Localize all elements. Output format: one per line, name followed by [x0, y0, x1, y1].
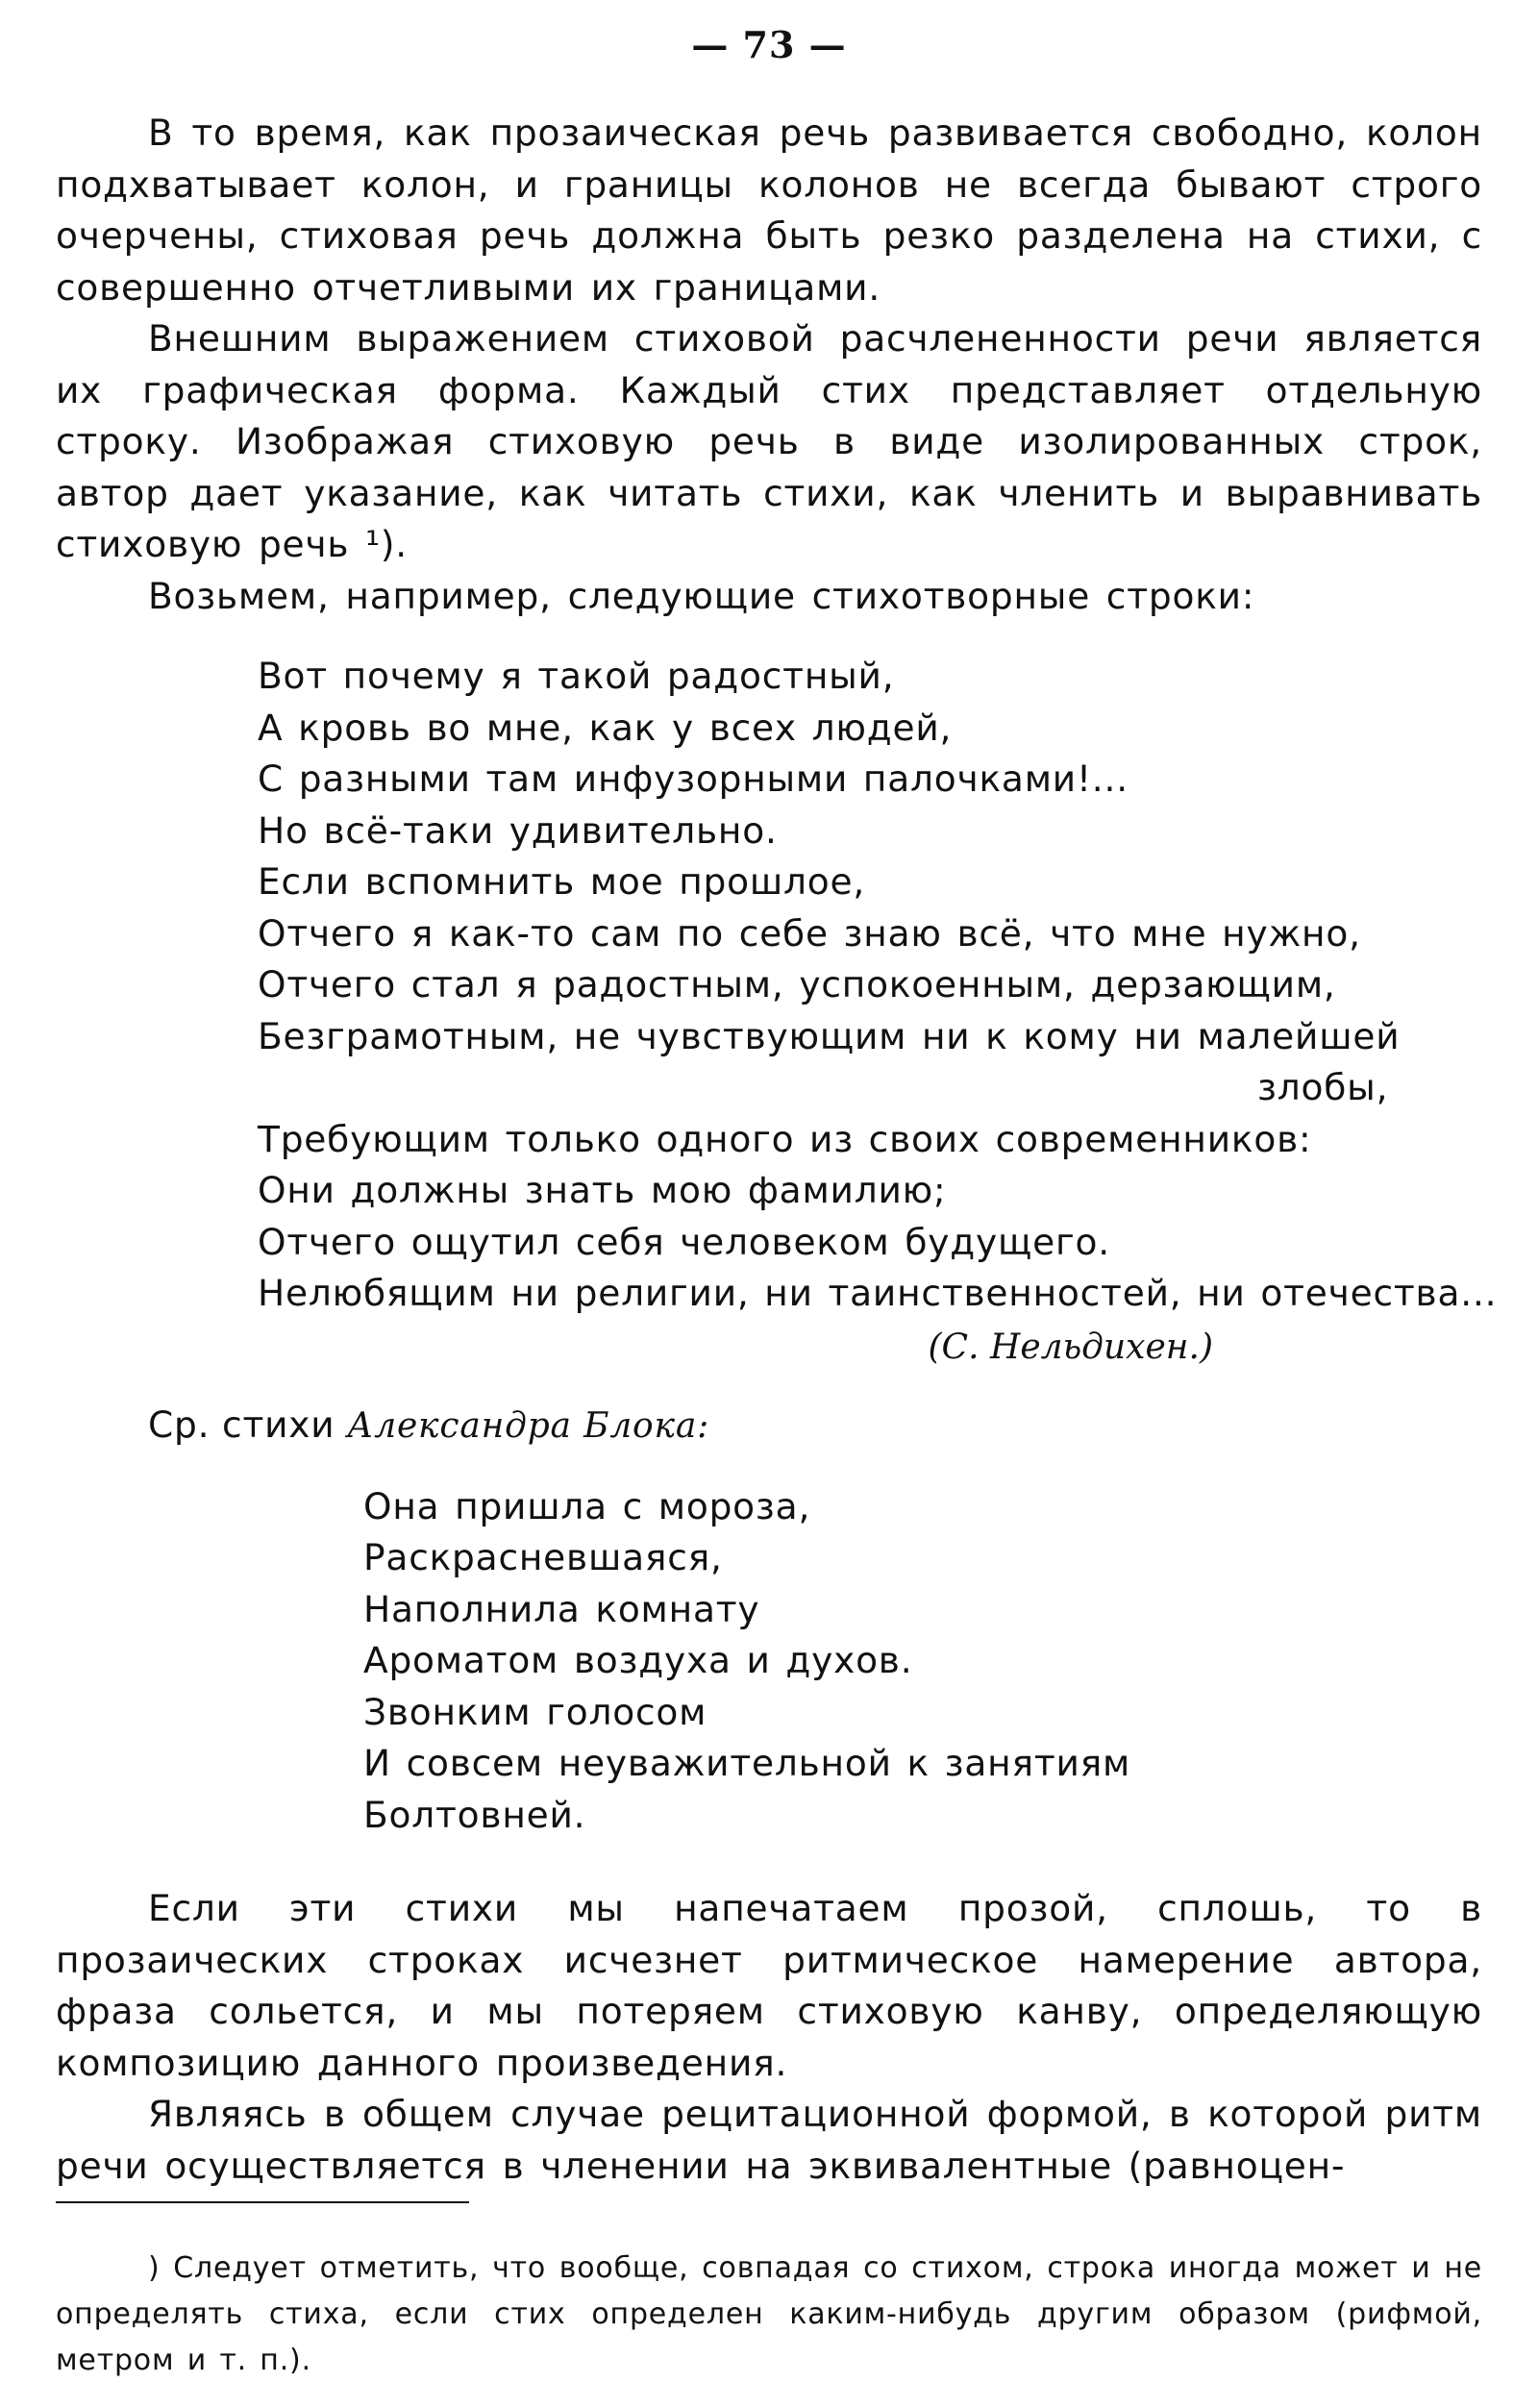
poem-line: Болтовней. [363, 1793, 586, 1836]
poem-line: Требующим только одного из своих современников: [258, 1117, 1312, 1160]
compare-line [56, 1400, 1482, 1452]
poem-line: Отчего стал я радостным, успокоенным, дерзающим, [258, 963, 1336, 1005]
poem-line: Они должны знать мою фамилию; [258, 1169, 947, 1211]
poem-line: Отчего ощутил себя человеком будущего. [258, 1220, 1110, 1263]
poem-line: Нелюбящим ни религии, ни таинственностей, ни отечества... [258, 1272, 1498, 1314]
poem-line-continuation: злобы, [1257, 1066, 1389, 1108]
poem-line: Звонким голосом [363, 1690, 707, 1733]
poem-line: Вот почему я такой радостный, [258, 655, 895, 697]
poem-line: Если вспомнить мое прошлое, [258, 860, 866, 903]
paragraph-1: В то время, как прозаическая речь развивается свободно, колон подхватывает колон, и границы колонов не всегда бывают строго очерчены, стиховая речь должна быть резко разделена на стихи, с совершенно отчетливыми их границами. [56, 112, 1482, 309]
poem-line: С разными там инфузорными палочками!... [258, 757, 1129, 800]
poem-neldikhen [258, 651, 1498, 1320]
paragraph-3: Возьмем, например, следующие стихотворные строки: [148, 574, 1255, 617]
poem-line: Ароматом воздуха и духов. [363, 1639, 913, 1681]
poem-line: И совсем неуважительной к занятиям [363, 1742, 1131, 1784]
compare-prefix: Ср. стихи [148, 1403, 335, 1446]
poem-line: Она пришла с мороза, [363, 1484, 811, 1527]
poem-line: Отчего я как-то сам по себе знаю всё, что мне нужно, [258, 911, 1361, 955]
compare-author: Александра Блока: [347, 1406, 710, 1446]
poem-attribution: (С. Нельдихен.) [928, 1327, 1213, 1367]
poem-line: Раскрасневшаяся, [363, 1536, 723, 1578]
paragraph-2: Внешним выражением стиховой расчлененности речи является их графическая форма. Каждый стих представляет отдельную строку. Изображая стиховую речь в виде изолированных строк, автор дает указание, как читать стихи, как членить и выравнивать стиховую речь ¹). [56, 317, 1482, 565]
footnote: ) Следует отметить, что вообще, совпадая со стихом, строка иногда может и не определять стиха, если стих определен каким-нибудь другим образом (рифмой, метром и т. п.). [56, 2251, 1482, 2377]
footnote-divider [56, 2201, 469, 2203]
poem-line: Но всё-таки удивительно. [258, 808, 778, 852]
paragraph-4: Если эти стихи мы напечатаем прозой, сплошь, то в прозаических строках исчезнет ритмическое намерение автора, фраза сольется, и мы потеряем стиховую канву, определяющую композицию данного произведения. [56, 1887, 1482, 2084]
poem-line: Наполнила комнату [363, 1587, 760, 1630]
poem-line: А кровь во мне, как у всех людей, [258, 706, 953, 749]
page-number: — 73 — [691, 23, 847, 66]
poem-line: Безграмотным, не чувствующим ни к кому ни малейшей [258, 1014, 1401, 1057]
poem-blok [363, 1481, 1482, 1842]
closing-section [56, 1883, 1482, 2192]
paragraph-5: Являясь в общем случае рецитационной формой, в которой ритм речи осуществляется в членении на эквивалентные (равноцен- [56, 2093, 1482, 2187]
